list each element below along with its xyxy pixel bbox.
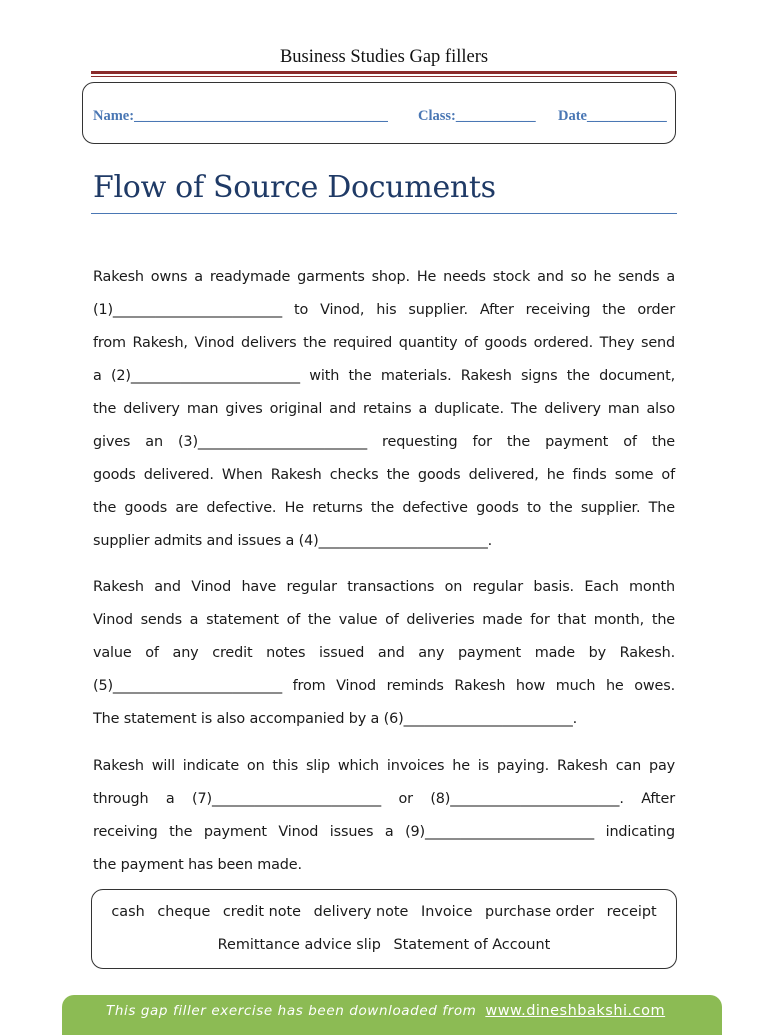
paragraph-line: (1)________________________ to Vinod, his supplier. After receiving the order: [93, 302, 675, 318]
name-field-label: Name:___________________________________: [93, 108, 388, 124]
paragraph-3: [93, 750, 675, 882]
page-header-title: Business Studies Gap fillers: [279, 47, 489, 67]
download-footer: [62, 995, 722, 1035]
word-bank-term: Statement of Account: [393, 937, 551, 953]
word-bank-term: cash: [111, 904, 145, 920]
footer-website-link[interactable]: www.dineshbakshi.com: [485, 1003, 666, 1019]
paragraph-line: a (2)________________________ with the materials. Rakesh signs the document,: [93, 368, 675, 384]
paragraph-line: the payment has been made.: [93, 857, 302, 873]
paragraph-line: the goods are defective. He returns the defective goods to the supplier. The: [93, 500, 675, 516]
word-bank-box: [91, 889, 677, 969]
word-bank-term: Remittance advice slip: [217, 937, 381, 953]
paragraph-line: Vinod sends a statement of the value of deliveries made for that month, the: [93, 612, 675, 628]
paragraph-line: Rakesh owns a readymade garments shop. He needs stock and so he sends a: [93, 269, 675, 285]
date-field-label: Date___________: [558, 108, 667, 124]
paragraph-line: goods delivered. When Rakesh checks the goods delivered, he finds some of: [93, 467, 675, 483]
word-bank-row-2: [92, 929, 676, 962]
class-field-label: Class:___________: [418, 108, 536, 124]
paragraph-line: gives an (3)________________________ requesting for the payment of the: [93, 434, 675, 450]
document-title: Flow of Source Documents: [93, 170, 496, 205]
paragraph-line: the delivery man gives original and retains a duplicate. The delivery man also: [93, 401, 675, 417]
paragraph-1: [93, 261, 675, 558]
word-bank-term: purchase order: [485, 904, 595, 920]
word-bank-term: credit note: [222, 904, 302, 920]
footer-text: This gap filler exercise has been downloaded from: [106, 1003, 477, 1019]
word-bank-term: delivery note: [313, 904, 409, 920]
footer-text-wrap: [106, 1003, 665, 1019]
paragraph-line: Rakesh and Vinod have regular transactions on regular basis. Each month: [93, 579, 675, 595]
word-bank-term: Invoice: [420, 904, 473, 920]
word-bank-term: receipt: [606, 904, 657, 920]
paragraph-line: (5)________________________ from Vinod reminds Rakesh how much he owes.: [93, 678, 675, 694]
paragraph-line: Rakesh will indicate on this slip which invoices he is paying. Rakesh can pay: [93, 758, 675, 774]
word-bank-term: cheque: [157, 904, 211, 920]
title-divider: [91, 213, 677, 214]
header-divider-thin: [91, 76, 677, 77]
paragraph-line: receiving the payment Vinod issues a (9)________________________ indicating: [93, 824, 675, 840]
paragraph-line: from Rakesh, Vinod delivers the required quantity of goods ordered. They send: [93, 335, 675, 351]
header-divider: [91, 71, 677, 74]
student-info-box: [82, 82, 676, 144]
paragraph-2: [93, 571, 675, 736]
paragraph-line: value of any credit notes issued and any payment made by Rakesh.: [93, 645, 675, 661]
paragraph-line: The statement is also accompanied by a (6)________________________.: [93, 711, 578, 727]
paragraph-line: supplier admits and issues a (4)________________________.: [93, 533, 493, 549]
word-bank-row-1: [92, 896, 676, 929]
paragraph-line: through a (7)________________________ or (8)________________________. After: [93, 791, 675, 807]
